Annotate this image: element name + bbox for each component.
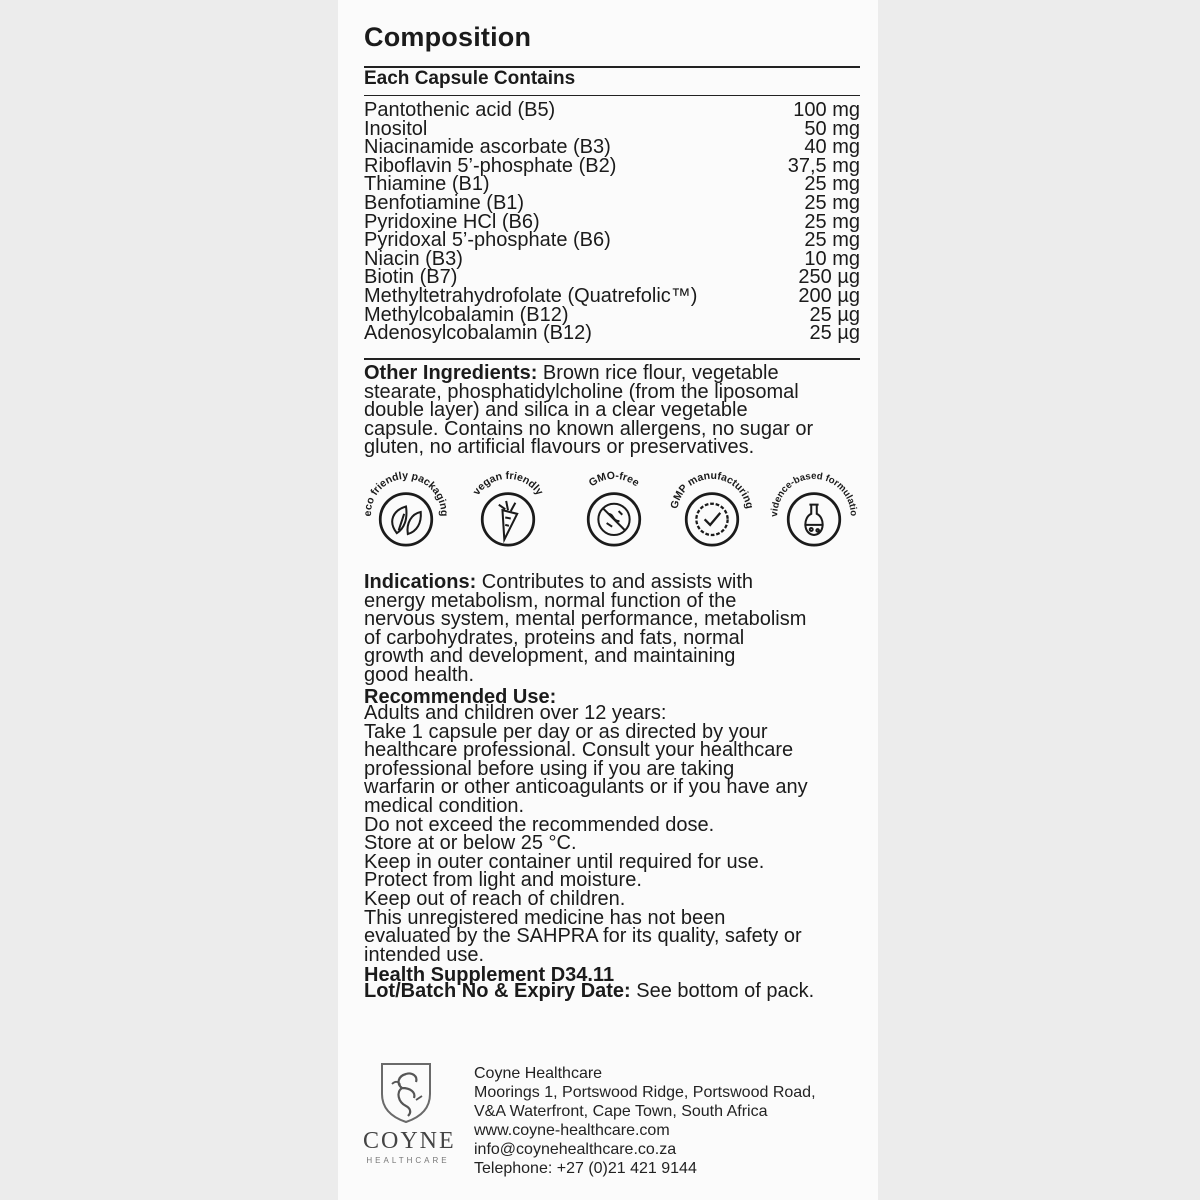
recommended-use-line: intended use.	[364, 943, 485, 966]
ingredient-name: Methylcobalamin (B12)	[364, 303, 569, 326]
lot-value: See bottom of pack.	[630, 980, 815, 1002]
recommended-use-line: Store at or below 25 °C.	[364, 832, 577, 855]
ingredient-name: Niacinamide ascorbate (B3)	[364, 136, 611, 159]
divider	[364, 358, 860, 360]
badge-evidence-based	[768, 466, 860, 558]
badge-label: vidence-based formulatio	[769, 470, 859, 517]
address-line: Moorings 1, Portswood Ridge, Portswood Road,	[474, 1084, 816, 1101]
indications-label: Indications:	[364, 571, 477, 593]
composition-title: Composition	[364, 22, 532, 52]
svg-text:evidence-based formulation	[768, 466, 859, 517]
badge-gmo-free	[568, 466, 660, 558]
ingredient-amount: 25 µg	[809, 303, 860, 326]
flask-icon	[805, 505, 822, 535]
other-ingredients	[364, 364, 860, 457]
health-supplement-number: Health Supplement D34.11	[364, 964, 615, 986]
other-ingredients-text: stearate, phosphatidylcholine (from the liposomal	[364, 380, 799, 403]
ingredient-name: Pyridoxal 5’-phosphate (B6)	[364, 229, 611, 252]
ingredient-amount: 25 mg	[804, 173, 860, 196]
ingredient-amount: 10 mg	[804, 247, 860, 270]
company-name: Coyne Healthcare	[474, 1065, 603, 1082]
ingredient-name: Biotin (B7)	[364, 266, 458, 289]
ingredient-amount: 37,5 mg	[787, 154, 860, 177]
ingredient-name: Pyridoxine HCl (B6)	[364, 210, 540, 233]
company-email: info@coynehealthcare.co.za	[474, 1141, 677, 1158]
recommended-use-heading: Recommended Use:	[364, 686, 557, 708]
ingredient-row	[364, 191, 860, 214]
recommended-use-line: This unregistered medicine has not been	[364, 906, 726, 929]
ingredient-amount: 25 µg	[809, 322, 860, 345]
ingredient-row	[364, 324, 860, 343]
leaf-icon	[392, 506, 421, 534]
coyne-logo-subtext: HEALTHCARE	[366, 1156, 450, 1165]
recommended-use-line: Take 1 capsule per day or as directed by your	[364, 720, 768, 743]
ingredient-name: Inositol	[364, 117, 428, 140]
badge-gmp	[666, 466, 758, 558]
ingredient-name: Thiamine (B1)	[364, 173, 490, 196]
capsule-heading: Each Capsule Contains	[364, 68, 576, 89]
company-website: www.coyne-healthcare.com	[474, 1122, 670, 1139]
ingredient-amount: 50 mg	[804, 117, 860, 140]
badge-label: GMO-free	[586, 469, 642, 490]
indications	[364, 573, 860, 685]
other-ingredients-text: gluten, no artificial flavours or preservatives.	[364, 436, 755, 459]
indications-text: nervous system, mental performance, metabolism	[364, 608, 807, 631]
ingredient-amount: 200 µg	[798, 284, 860, 307]
coyne-logo-text: COYNE	[363, 1128, 456, 1154]
indications-text: growth and development, and maintaining	[364, 645, 736, 668]
badge-label: vegan friendly	[470, 469, 546, 498]
ingredient-name: Adenosylcobalamin (B12)	[364, 322, 592, 345]
indications-text: Contributes to and assists with	[476, 571, 754, 593]
ingredient-amount: 250 µg	[798, 266, 860, 289]
badge-label: eco friendly packaging	[362, 469, 451, 517]
ingredient-amount: 25 mg	[804, 191, 860, 214]
certification-badges	[364, 466, 860, 566]
ingredient-row	[364, 101, 860, 120]
other-ingredients-label: Other Ingredients:	[364, 362, 538, 384]
lot-batch-info	[364, 980, 814, 1003]
ingredient-name: Methyltetrahydrofolate (Quatrefolic™)	[364, 284, 698, 307]
recommended-use-line: healthcare professional. Consult your healthcare	[364, 739, 794, 762]
other-ingredients-text: Brown rice flour, vegetable	[537, 362, 779, 384]
ingredient-amount: 25 mg	[804, 210, 860, 233]
ingredient-name: Benfotiamine (B1)	[364, 191, 525, 214]
ingredient-amount: 40 mg	[804, 136, 860, 159]
coyne-shield-logo	[378, 1060, 434, 1124]
divider	[364, 95, 860, 96]
svg-text:GMO-free	[587, 470, 642, 490]
ingredient-name: Niacin (B3)	[364, 247, 463, 270]
recommended-use-line: Do not exceed the recommended dose.	[364, 813, 715, 836]
other-ingredients-text: double layer) and silica in a clear vegetable	[364, 399, 748, 422]
recommended-use-line: warfarin or other anticoagulants or if you have any	[364, 776, 808, 799]
company-address	[474, 1064, 816, 1178]
badge-vegan	[462, 466, 554, 558]
company-telephone: Telephone: +27 (0)21 421 9144	[474, 1160, 697, 1177]
recommended-use-line: evaluated by the SAHPRA for its quality, safety or	[364, 925, 802, 948]
ingredient-table	[364, 101, 860, 343]
ingredient-name: Riboflavin 5’-phosphate (B2)	[364, 154, 617, 177]
ingredient-amount: 25 mg	[804, 229, 860, 252]
recommended-use-line: professional before using if you are taking	[364, 757, 735, 780]
ingredient-row	[364, 231, 860, 250]
indications-text: energy metabolism, normal function of the	[364, 589, 737, 612]
ingredient-row	[364, 138, 860, 157]
indications-text: of carbohydrates, proteins and fats, normal	[364, 626, 745, 649]
no-gmo-icon	[598, 504, 629, 535]
ingredient-amount: 100 mg	[793, 99, 860, 121]
recommended-use-line: Keep in outer container until required for use.	[364, 850, 765, 873]
check-icon	[696, 504, 727, 535]
carrot-icon	[499, 501, 517, 540]
recommended-use	[364, 704, 860, 964]
ingredient-name: Pantothenic acid (B5)	[364, 99, 556, 121]
badge-eco-packaging	[360, 466, 452, 558]
other-ingredients-text: capsule. Contains no known allergens, no sugar or	[364, 417, 814, 440]
recommended-use-line: medical condition.	[364, 794, 525, 817]
address-line: V&A Waterfront, Cape Town, South Africa	[474, 1103, 768, 1120]
recommended-use-line: Keep out of reach of children.	[364, 887, 626, 910]
recommended-use-line: Adults and children over 12 years:	[364, 702, 667, 724]
indications-text: good health.	[364, 663, 475, 686]
badge-label: GMP manufacturing	[668, 469, 756, 510]
ingredient-row	[364, 284, 860, 307]
recommended-use-line: Protect from light and moisture.	[364, 869, 642, 892]
lot-label: Lot/Batch No & Expiry Date:	[364, 980, 631, 1002]
